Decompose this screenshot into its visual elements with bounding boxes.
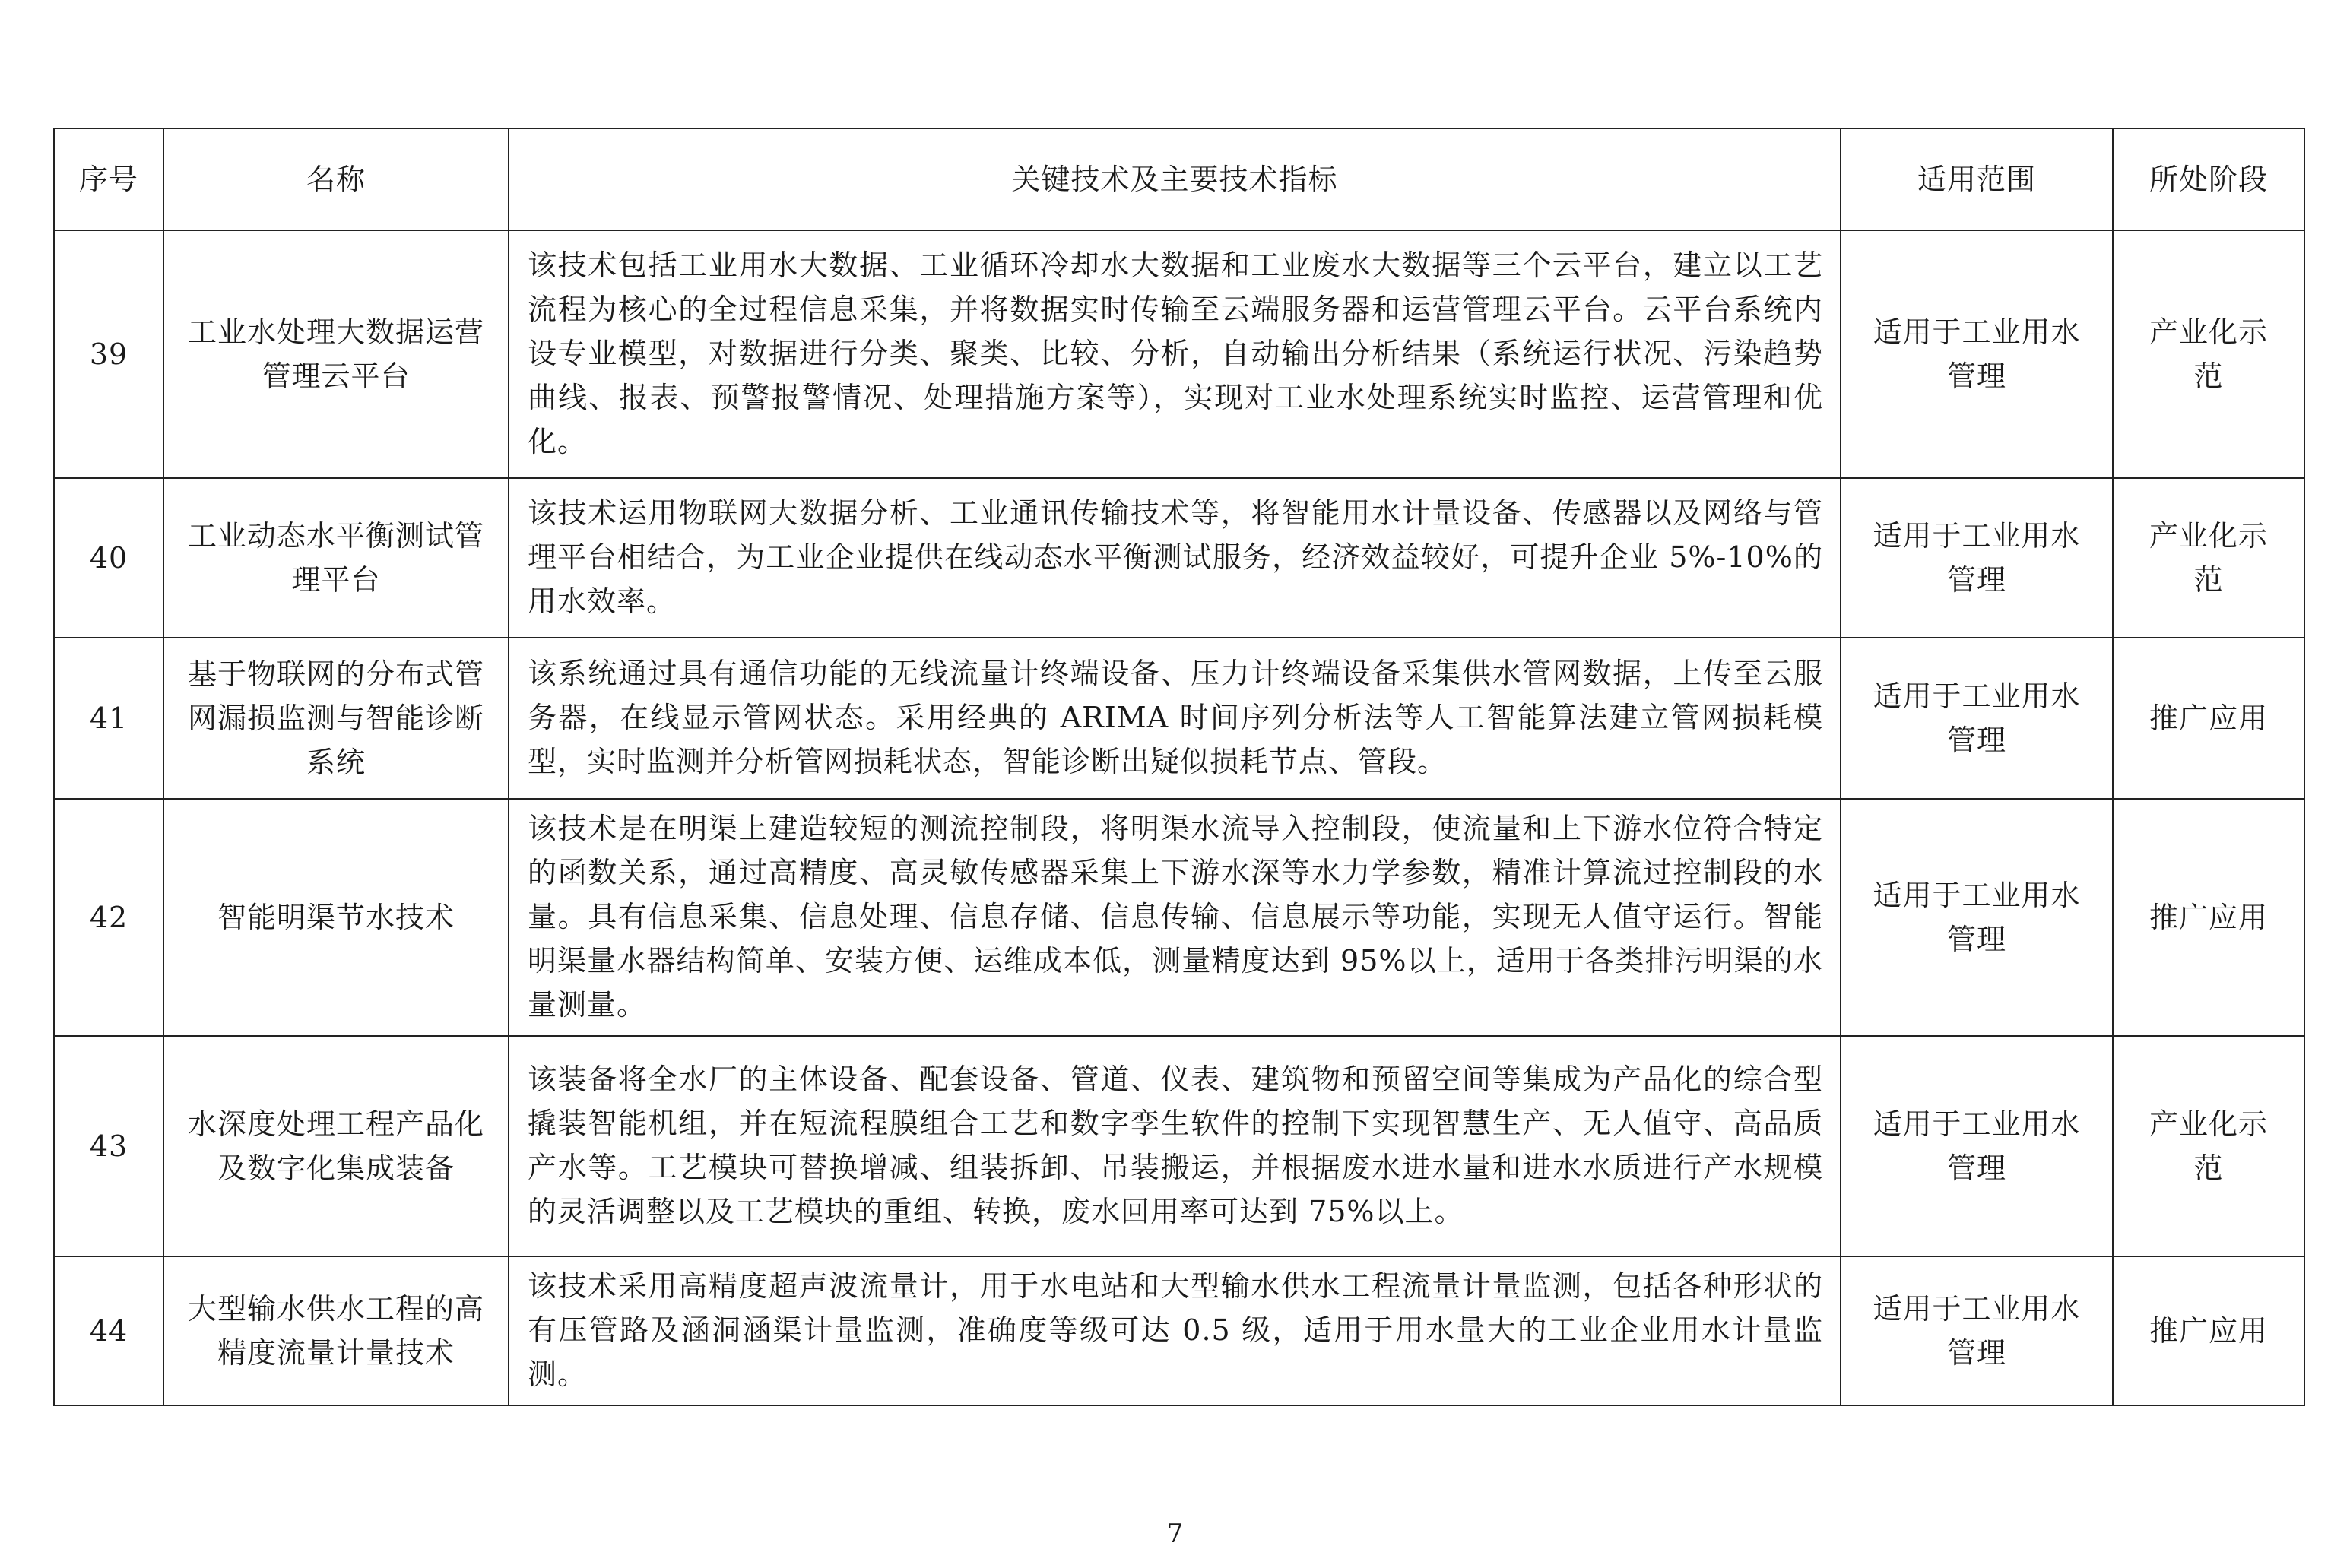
header-key-technology: 关键技术及主要技术指标 [509,128,1841,230]
table-header-row [54,128,2304,230]
header-stage: 所处阶段 [2113,128,2304,230]
row-stage: 产业化示范 [2113,478,2304,638]
row-scope: 适用于工业用水管理 [1841,799,2113,1036]
table-row [54,230,2304,478]
row-scope: 适用于工业用水管理 [1841,478,2113,638]
row-name: 工业动态水平衡测试管理平台 [163,478,509,638]
header-name: 名称 [163,128,509,230]
header-serial-number: 序号 [54,128,163,230]
table-row [54,1256,2304,1405]
row-serial-number: 44 [54,1256,163,1405]
row-stage: 产业化示范 [2113,1036,2304,1256]
row-scope: 适用于工业用水管理 [1841,1036,2113,1256]
row-serial-number: 40 [54,478,163,638]
row-scope: 适用于工业用水管理 [1841,638,2113,799]
row-description: 该技术运用物联网大数据分析、工业通讯传输技术等，将智能用水计量设备、传感器以及网络与管理平台相结合，为工业企业提供在线动态水平衡测试服务，经济效益较好，可提升企业 5%-10%的用水效率。 [509,478,1841,638]
row-name: 基于物联网的分布式管网漏损监测与智能诊断系统 [163,638,509,799]
row-serial-number: 43 [54,1036,163,1256]
row-description: 该技术采用高精度超声波流量计，用于水电站和大型输水供水工程流量计量监测，包括各种形状的有压管路及涵洞涵渠计量监测，准确度等级可达 0.5 级，适用于用水量大的工业企业用水计量监测。 [509,1256,1841,1405]
row-stage: 产业化示范 [2113,230,2304,478]
page-number: 7 [1166,1519,1184,1549]
technology-table [53,128,2305,1406]
row-serial-number: 39 [54,230,163,478]
row-name: 工业水处理大数据运营管理云平台 [163,230,509,478]
table-row [54,799,2304,1036]
table-row [54,638,2304,799]
row-description: 该技术是在明渠上建造较短的测流控制段，将明渠水流导入控制段，使流量和上下游水位符合特定的函数关系，通过高精度、高灵敏传感器采集上下游水深等水力学参数，精准计算流过控制段的水量。具有信息采集、信息处理、信息存储、信息传输、信息展示等功能，实现无人值守运行。智能明渠量水器结构简单、安装方便、运维成本低，测量精度达到 95%以上，适用于各类排污明渠的水量测量。 [509,799,1841,1036]
row-stage: 推广应用 [2113,799,2304,1036]
row-description: 该技术包括工业用水大数据、工业循环冷却水大数据和工业废水大数据等三个云平台，建立以工艺流程为核心的全过程信息采集，并将数据实时传输至云端服务器和运营管理云平台。云平台系统内设专业模型，对数据进行分类、聚类、比较、分析，自动输出分析结果（系统运行状况、污染趋势曲线、报表、预警报警情况、处理措施方案等），实现对工业水处理系统实时监控、运营管理和优化。 [509,230,1841,478]
row-serial-number: 41 [54,638,163,799]
header-scope: 适用范围 [1841,128,2113,230]
row-serial-number: 42 [54,799,163,1036]
row-description: 该装备将全水厂的主体设备、配套设备、管道、仪表、建筑物和预留空间等集成为产品化的综合型撬装智能机组，并在短流程膜组合工艺和数字孪生软件的控制下实现智慧生产、无人值守、高品质产水等。工艺模块可替换增减、组装拆卸、吊装搬运，并根据废水进水量和进水水质进行产水规模的灵活调整以及工艺模块的重组、转换，废水回用率可达到 75%以上。 [509,1036,1841,1256]
row-name: 大型输水供水工程的高精度流量计量技术 [163,1256,509,1405]
table-row [54,1036,2304,1256]
table-row [54,478,2304,638]
row-name: 智能明渠节水技术 [163,799,509,1036]
row-scope: 适用于工业用水管理 [1841,230,2113,478]
row-stage: 推广应用 [2113,638,2304,799]
row-name: 水深度处理工程产品化及数字化集成装备 [163,1036,509,1256]
row-description: 该系统通过具有通信功能的无线流量计终端设备、压力计终端设备采集供水管网数据，上传至云服务器，在线显示管网状态。采用经典的 ARIMA 时间序列分析法等人工智能算法建立管网损耗模型，实时监测并分析管网损耗状态，智能诊断出疑似损耗节点、管段。 [509,638,1841,799]
row-scope: 适用于工业用水管理 [1841,1256,2113,1405]
row-stage: 推广应用 [2113,1256,2304,1405]
